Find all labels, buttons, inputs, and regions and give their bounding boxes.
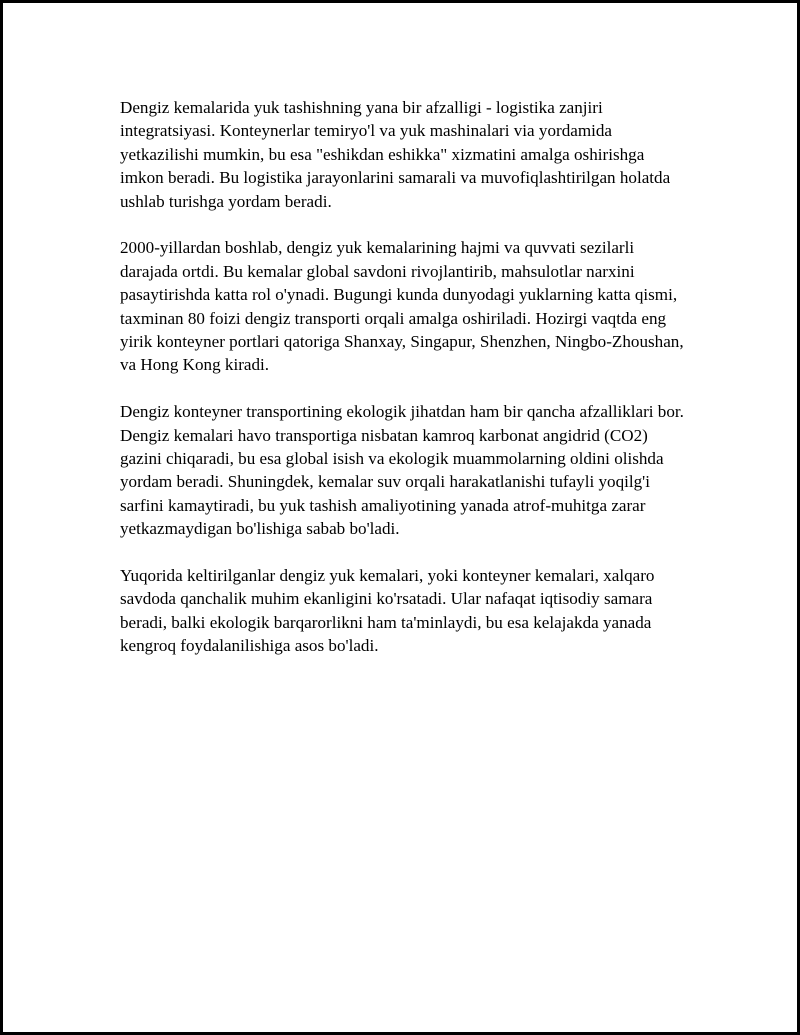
document-body — [120, 96, 690, 681]
paragraph-ship-growth: 2000-yillardan boshlab, dengiz yuk kemalarining hajmi va quvvati sezilarli darajada ortdi. Bu kemalar global savdoni rivojlantirib, mahsulotlar narxini pasaytirishda katta rol o'ynadi. Bugungi kunda dunyodagi yuklarning katta qismi, taxminan 80 foizi dengiz transporti orqali amalga oshiriladi. Hozirgi vaqtda eng yirik konteyner portlari qatoriga Shanxay, Singapur, Shenzhen, Ningbo-Zhoushan, va Hong Kong kiradi. — [120, 238, 684, 375]
paragraph-conclusion: Yuqorida keltirilganlar dengiz yuk kemalari, yoki konteyner kemalari, xalqaro savdoda qanchalik muhim ekanligini ko'rsatadi. Ular nafaqat iqtisodiy samara beradi, balki ekologik barqarorlikni ham ta'minlaydi, bu esa kelajakda yanada kengroq foydalanilishiga asos bo'ladi. — [120, 566, 655, 656]
paragraph-logistics-integration: Dengiz kemalarida yuk tashishning yana bir afzalligi - logistika zanjiri integratsiyasi. Konteynerlar temiryo'l va yuk mashinalari via yordamida yetkazilishi mumkin, bu esa "eshikdan eshikka" xizmatini amalga oshirishga imkon beradi. Bu logistika jarayonlarini samarali va muvofiqlashtirilgan holatda ushlab turishga yordam beradi. — [120, 98, 671, 211]
paragraph-ecological-advantages: Dengiz konteyner transportining ekologik jihatdan ham bir qancha afzalliklari bor. Dengiz kemalari havo transportiga nisbatan kamroq karbonat angidrid (CO2) gazini chiqaradi, bu esa global isish va ekologik muammolarning oldini olishda yordam beradi. Shuningdek, kemalar suv orqali harakatlanishi tufayli yoqilg'i sarfini kamaytiradi, bu yuk tashish amaliyotining yanada atrof-muhitga zarar yetkazmaydigan bo'lishiga sabab bo'ladi. — [120, 402, 684, 539]
